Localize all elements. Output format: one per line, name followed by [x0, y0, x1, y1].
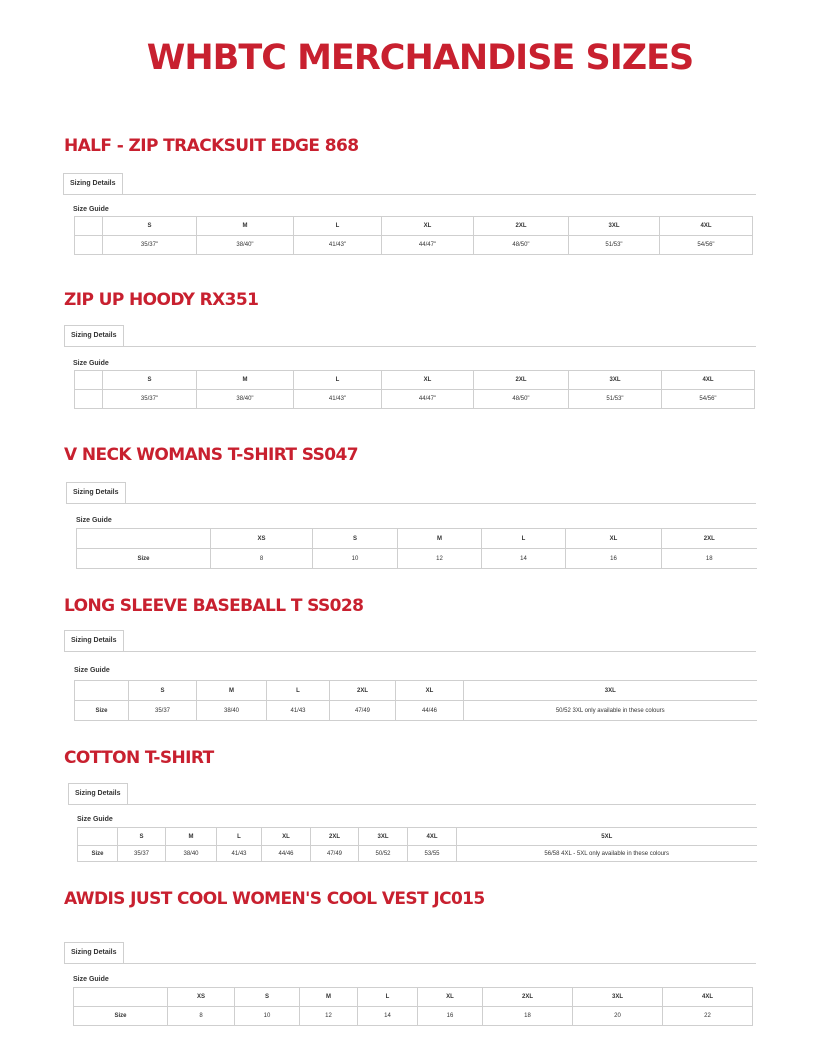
- size-value: 10: [313, 549, 398, 569]
- size-header: 3XL: [569, 371, 662, 390]
- size-header: 2XL: [330, 681, 396, 701]
- size-header: 2XL: [474, 217, 569, 236]
- section-title: COTTON T-SHIRT: [64, 748, 214, 768]
- size-value: 44/47": [382, 236, 474, 255]
- size-value: 20: [573, 1007, 663, 1026]
- size-value: 51/53": [569, 390, 662, 409]
- size-value: 12: [300, 1007, 358, 1026]
- row-label: Size: [77, 549, 211, 569]
- size-value: 41/43": [294, 390, 382, 409]
- size-value: 35/37: [118, 846, 166, 862]
- size-header: S: [103, 217, 197, 236]
- tab-divider: [64, 963, 756, 964]
- size-header: S: [235, 988, 300, 1007]
- size-header: L: [294, 371, 382, 390]
- size-guide-label: Size Guide: [74, 667, 110, 674]
- size-value: 18: [483, 1007, 573, 1026]
- size-header: S: [129, 681, 197, 701]
- sizing-details-tab[interactable]: Sizing Details: [64, 325, 124, 347]
- size-header: 2XL: [483, 988, 573, 1007]
- section-title: ZIP UP HOODY RX351: [64, 290, 259, 310]
- header-row: [77, 529, 757, 549]
- header-row: [75, 217, 753, 236]
- size-header: L: [482, 529, 566, 549]
- size-header: XL: [382, 217, 474, 236]
- size-value: 54/56": [662, 390, 755, 409]
- size-value: 41/43: [217, 846, 262, 862]
- size-value: 44/47": [382, 390, 474, 409]
- size-header: M: [398, 529, 482, 549]
- size-header: L: [267, 681, 330, 701]
- section-title: V NECK WOMANS T-SHIRT SS047: [64, 445, 358, 465]
- corner-cell: [77, 529, 211, 549]
- value-row: [75, 236, 753, 255]
- size-value: 35/37": [103, 390, 197, 409]
- size-value: 12: [398, 549, 482, 569]
- size-header: XL: [396, 681, 464, 701]
- size-header: 3XL: [464, 681, 757, 701]
- size-guide-label: Size Guide: [77, 816, 113, 823]
- size-value: 44/46: [262, 846, 311, 862]
- page-title: WHBTC MERCHANDISE SIZES: [146, 38, 694, 78]
- size-header: 2XL: [662, 529, 757, 549]
- row-label: Size: [78, 846, 118, 862]
- size-guide-label: Size Guide: [73, 976, 109, 983]
- size-header: M: [197, 681, 267, 701]
- value-row: [74, 1007, 753, 1026]
- sizing-details-tab[interactable]: Sizing Details: [66, 482, 126, 504]
- size-value: 47/49: [311, 846, 359, 862]
- size-header: 4XL: [663, 988, 753, 1007]
- size-value: 38/40: [197, 701, 267, 721]
- size-value: 47/49: [330, 701, 396, 721]
- corner-cell: [75, 371, 103, 390]
- header-row: [74, 988, 753, 1007]
- row-label: [75, 390, 103, 409]
- row-label: Size: [75, 701, 129, 721]
- size-header: L: [358, 988, 418, 1007]
- tab-divider: [64, 346, 756, 347]
- value-row: [75, 390, 755, 409]
- size-header: 4XL: [408, 828, 457, 846]
- size-table: [76, 528, 757, 569]
- size-header: 3XL: [573, 988, 663, 1007]
- size-value: 10: [235, 1007, 300, 1026]
- size-value: 54/56": [660, 236, 753, 255]
- size-header: L: [217, 828, 262, 846]
- size-header: XL: [382, 371, 474, 390]
- size-header: M: [197, 371, 294, 390]
- sizing-details-tab[interactable]: Sizing Details: [68, 783, 128, 805]
- tab-divider: [66, 503, 756, 504]
- value-row: [77, 549, 757, 569]
- header-row: [75, 681, 757, 701]
- size-value: 16: [418, 1007, 483, 1026]
- size-table: [73, 987, 753, 1026]
- sizing-details-tab[interactable]: Sizing Details: [64, 630, 124, 652]
- header-row: [75, 371, 755, 390]
- size-table: [74, 370, 755, 409]
- size-header: 4XL: [660, 217, 753, 236]
- size-header: L: [294, 217, 382, 236]
- sizing-details-tab[interactable]: Sizing Details: [63, 173, 123, 195]
- size-header: 5XL: [457, 828, 757, 846]
- section-title: AWDIS JUST COOL WOMEN'S COOL VEST JC015: [64, 889, 485, 909]
- sizing-details-tab[interactable]: Sizing Details: [64, 942, 124, 964]
- size-value: 8: [211, 549, 313, 569]
- size-table: [77, 827, 757, 862]
- size-value: 38/40: [166, 846, 217, 862]
- size-header: 2XL: [474, 371, 569, 390]
- size-value: 50/52: [359, 846, 408, 862]
- size-header: 3XL: [359, 828, 408, 846]
- size-header: S: [118, 828, 166, 846]
- size-header: XS: [211, 529, 313, 549]
- value-row: [75, 701, 757, 721]
- size-value: 16: [566, 549, 662, 569]
- size-guide-label: Size Guide: [76, 517, 112, 524]
- corner-cell: [74, 988, 168, 1007]
- size-table: [74, 680, 757, 721]
- size-header: M: [166, 828, 217, 846]
- value-row: [78, 846, 757, 862]
- tab-divider: [63, 194, 756, 195]
- size-header: 2XL: [311, 828, 359, 846]
- size-header: XS: [168, 988, 235, 1007]
- size-value: 14: [482, 549, 566, 569]
- size-value: 48/50": [474, 236, 569, 255]
- corner-cell: [78, 828, 118, 846]
- row-label: [75, 236, 103, 255]
- size-value: 51/53": [569, 236, 660, 255]
- row-label: Size: [74, 1007, 168, 1026]
- size-header: XL: [262, 828, 311, 846]
- tab-divider: [68, 804, 756, 805]
- size-value: 53/55: [408, 846, 457, 862]
- size-value: 22: [663, 1007, 753, 1026]
- section-title: HALF - ZIP TRACKSUIT EDGE 868: [64, 136, 359, 156]
- size-header: S: [103, 371, 197, 390]
- size-value: 56/58 4XL - 5XL only available in these colours: [457, 846, 757, 862]
- size-header: S: [313, 529, 398, 549]
- corner-cell: [75, 217, 103, 236]
- size-header: XL: [566, 529, 662, 549]
- size-value: 35/37: [129, 701, 197, 721]
- size-header: 3XL: [569, 217, 660, 236]
- corner-cell: [75, 681, 129, 701]
- tab-divider: [64, 651, 756, 652]
- size-value: 41/43": [294, 236, 382, 255]
- size-value: 18: [662, 549, 757, 569]
- section-title: LONG SLEEVE BASEBALL T SS028: [64, 596, 364, 616]
- size-value: 35/37": [103, 236, 197, 255]
- size-header: M: [300, 988, 358, 1007]
- size-header: M: [197, 217, 294, 236]
- size-value: 38/40": [197, 390, 294, 409]
- size-header: XL: [418, 988, 483, 1007]
- size-guide-label: Size Guide: [73, 206, 109, 213]
- size-value: 50/52 3XL only available in these colours: [464, 701, 757, 721]
- size-value: 8: [168, 1007, 235, 1026]
- size-table: [74, 216, 753, 255]
- size-value: 41/43: [267, 701, 330, 721]
- header-row: [78, 828, 757, 846]
- size-value: 14: [358, 1007, 418, 1026]
- size-value: 44/46: [396, 701, 464, 721]
- size-value: 38/40": [197, 236, 294, 255]
- size-value: 48/50": [474, 390, 569, 409]
- size-guide-label: Size Guide: [73, 360, 109, 367]
- size-header: 4XL: [662, 371, 755, 390]
